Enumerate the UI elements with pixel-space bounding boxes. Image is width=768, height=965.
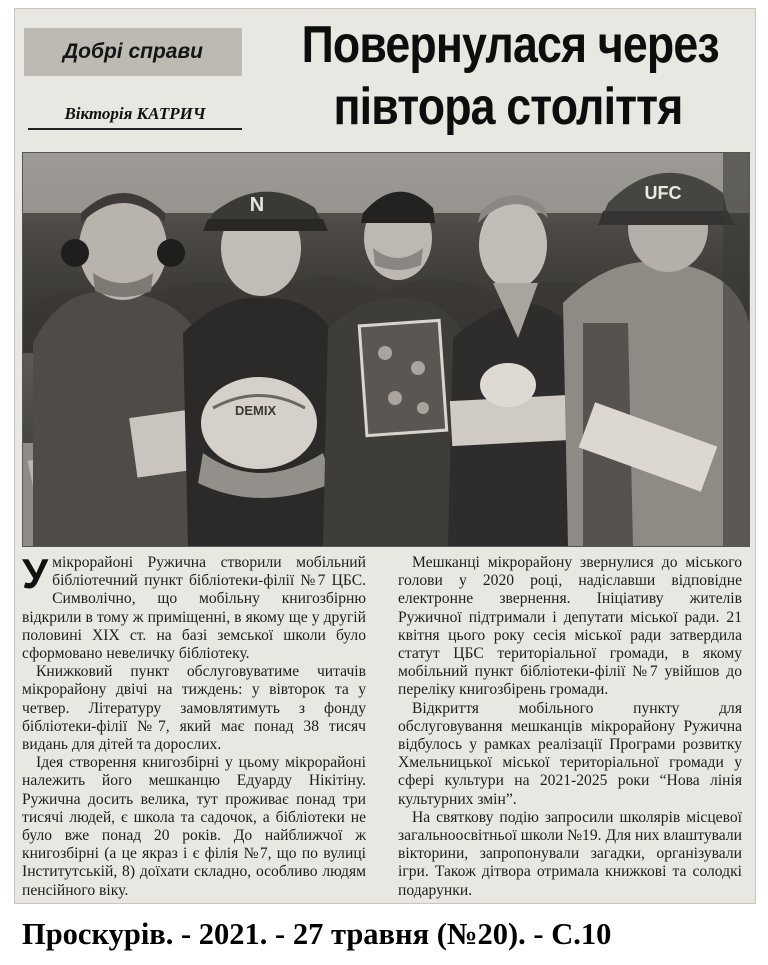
article-column-right (398, 554, 742, 897)
children-photo-illustration (23, 153, 749, 546)
section-rubric: Добрі справи (24, 28, 242, 76)
author-byline: Вікторія КАТРИЧ (28, 102, 242, 130)
drop-cap: У (22, 550, 49, 597)
headline-line-1: Повернулася через (301, 16, 719, 74)
cap-logo-n: N (249, 194, 265, 216)
article-photo (22, 152, 750, 547)
source-citation: Проскурів. - 2021. - 27 травня (№20). - С.10 (22, 917, 612, 951)
article-column-left (22, 550, 366, 899)
article-paragraph: Ідея створення книгозбірні у цьому мікрорайоні належить його мешканцю Едуарду Нікітіну. Ружична досить велика, тут проживає понад три тисячі людей, є школа та садочок, а бібліотеки не було вже понад 20 років. До найближчої ж книгозбірні (а це якраз і є філія №7, що по вулиці Інститутській, 8) дoїхати складно, особливо людям пенсійного віку. (22, 754, 366, 899)
cap-logo-ufc: UFC (644, 183, 682, 203)
ball-text: DEMIX (235, 403, 277, 418)
article-paragraph: Відкриття мобільного пункту для обслуговування мешканців мікрорайону Ружична відбулось у рамках реалізації Програми розвитку Хмельницької міської територіальної громади у сфері культури на 2021-2025 роки “Нова лінія культурних змін”. (398, 699, 742, 808)
headline-line-2: півтора століття (333, 78, 683, 136)
article-paragraph: На святкову подію запросили школярів місцевої загальноосвітньої школи №19. Для них влаштували вікторини, запропонували загадки, організували ігри. Також дітвора отримала книжкові та солодкі подарунки. (398, 808, 742, 899)
article-paragraph: У мікрорайоні Ружична створили мобільний бібліотечний пункт бібліотеки-філії №7 ЦБС. Символічно, що мобільну книгозбірню відкрили в тому ж приміщенні, в якому ще у другій половині ХІХ ст. на базі земської школи було сформовано невеличку бібліотеку. (22, 550, 366, 663)
article-paragraph: Мешканці мікрорайону звернулися до міського голови у 2020 році, надіславши відповідне електронне звернення. Ініціативу жителів Ружичної підтримали і депутати міської ради. 21 квітня цього року сесія міської ради затвердила статут ЦБС територіальної громади, в якому мобільний пункт бібліотеки-філії №7 увійшов до переліку книгозбірень громади. (398, 554, 742, 699)
article-headline (301, 14, 719, 150)
article-paragraph: Книжковий пункт обслуговуватиме читачів мікрорайону двічі на тиждень: у вівторок та у четвер. Літературу замовлятимуть з фонду бібліотеки-філії №7, який має понад 38 тисяч видань для дітей та дорослих. (22, 663, 366, 754)
